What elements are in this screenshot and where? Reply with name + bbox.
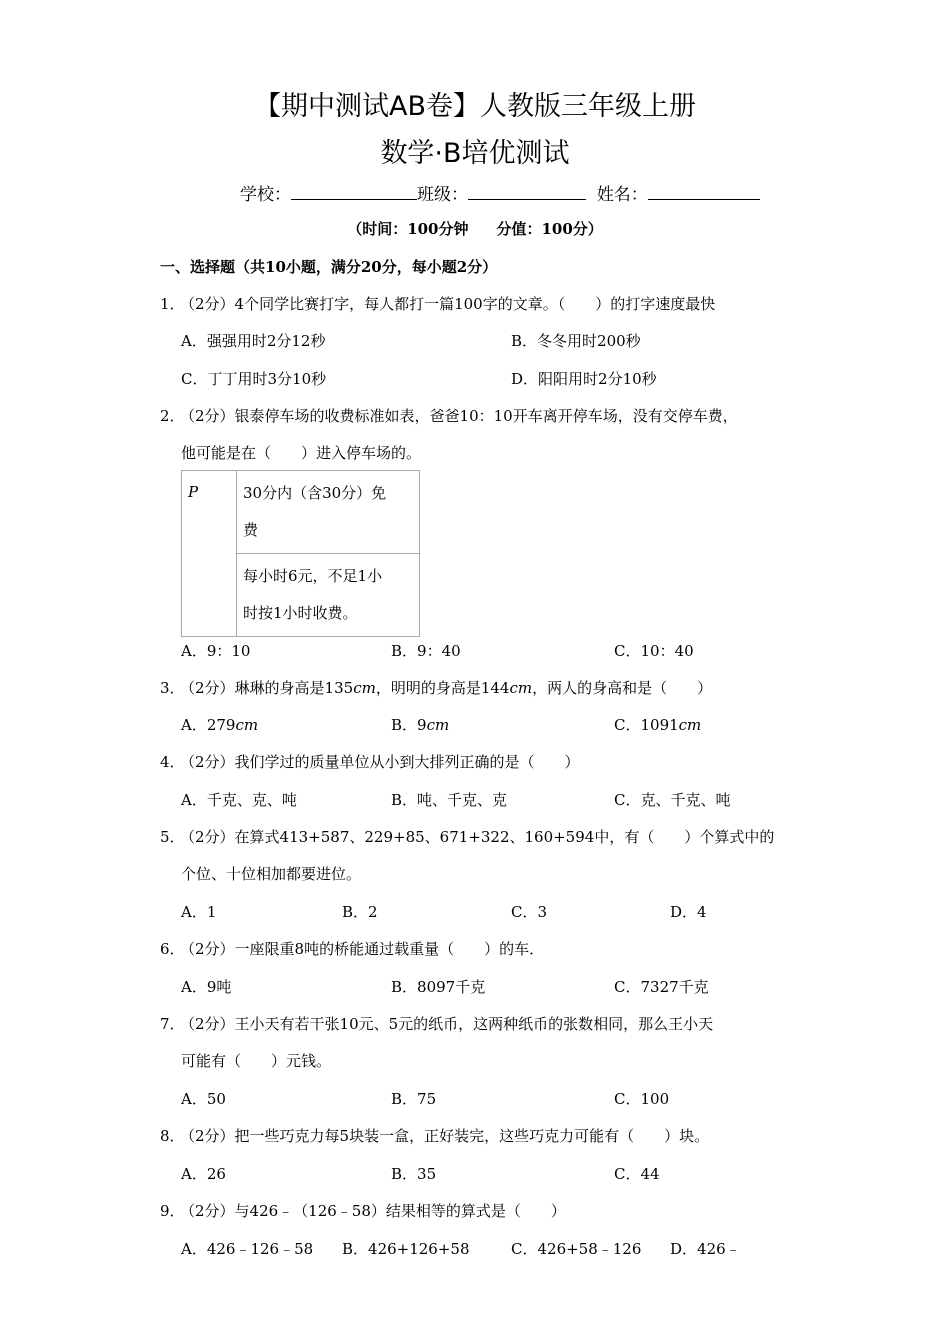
question-text: （2分）在算式413+587、229+85、671+322、160+594中，有（ ）个算式中的 [180,828,775,846]
fee-rule-line: 费 [243,521,259,539]
parking-fee-table [181,470,420,637]
fee-rule-hourly [237,554,420,637]
section-heading: 一、选择题（共10小题，满分20分，每小题2分） [160,258,498,276]
option-b [391,714,449,735]
question-text: （2分）王小天有若干张10元、5元的纸币，这两种纸币的张数相同，那么王小天 [180,1015,714,1033]
fee-rule-line: 时按1小时收费。 [243,604,358,622]
option-c: C．44 [614,1165,660,1183]
option-a: A．强强用时2分12秒 [181,332,326,350]
question-8 [160,1125,709,1146]
question-number: 3． [160,679,185,697]
option-value: B．9 [391,716,427,734]
question-number: 6． [160,940,185,958]
question-number: 2． [160,407,185,425]
question-text: （2分）把一些巧克力每5块装一盒，正好装完，这些巧克力可能有（ ）块。 [180,1127,710,1145]
option-c: C．克、千克、吨 [614,791,731,809]
option-c: C．10：40 [614,642,694,660]
option-a: A．26 [181,1165,226,1183]
option-a: A．9吨 [181,978,232,996]
exam-meta [0,218,950,239]
option-b: B．75 [391,1090,437,1108]
question-text-continued: 可能有（ ）元钱。 [181,1052,332,1070]
question-number: 7． [160,1015,185,1033]
question-text: （2分）一座限重8吨的桥能通过载重量（ ）的车． [180,940,545,958]
question-5 [160,826,774,847]
question-number: 4． [160,753,185,771]
student-info [240,180,760,205]
option-a: A．1 [181,903,217,921]
option-a [181,714,258,735]
option-b: B．426+126+58 [342,1240,470,1258]
title-line-1: 【期中测试AB卷】人教版三年级上册 [254,91,696,122]
option-c: C．100 [614,1090,670,1108]
fee-rule-free [237,471,420,554]
option-b: B．吨、千克、克 [391,791,508,809]
question-text: ，明明的身高是144 [375,679,510,697]
question-number: 9． [160,1202,185,1220]
option-value: A．279 [181,716,236,734]
option-c: C．426+58﹣126 [511,1240,642,1258]
unit-cm: cm [353,679,376,697]
option-a: A．9：10 [181,642,251,660]
question-text-continued: 个位、十位相加都要进位。 [181,865,362,883]
question-2 [160,405,738,426]
exam-score: 分值：100分） [496,220,603,238]
fee-rule-line: 每小时6元，不足1小 [243,567,383,585]
question-1 [160,293,715,314]
class-label: 班级： [417,185,468,205]
question-text: （2分）银泰停车场的收费标准如表，爸爸10：10开车离开停车场，没有交停车费， [180,407,738,425]
option-b: B．35 [391,1165,437,1183]
question-text: （2分）琳琳的身高是135 [180,679,354,697]
unit-cm: cm [426,716,450,734]
question-number: 1． [160,295,185,313]
option-a: A．426﹣126﹣58 [181,1240,314,1258]
option-value: C．1091 [614,716,679,734]
question-text: ，两人的身高和是（ ） [532,679,713,697]
option-c [614,714,701,735]
question-number: 5． [160,828,185,846]
question-text: （2分）4个同学比赛打字，每人都打一篇100字的文章。（ ）的打字速度最快 [180,295,716,313]
parking-sign-cell: P [182,471,237,637]
option-b: B．冬冬用时200秒 [511,332,641,350]
name-label: 姓名： [596,185,648,205]
option-c: C．丁丁用时3分10秒 [181,370,327,388]
option-a: A．千克、克、吨 [181,791,297,809]
school-label: 学校： [240,185,291,205]
option-a: A．50 [181,1090,226,1108]
question-4 [160,751,580,772]
title-line-2: 数学·B培优测试 [380,138,570,169]
unit-cm: cm [235,716,259,734]
option-b: B．9：40 [391,642,461,660]
option-b: B．8097千克 [391,978,486,996]
class-blank [468,181,586,200]
school-blank [291,181,417,200]
unit-cm: cm [509,679,533,697]
fee-rule-line: 30分内（含30分）免 [243,484,387,502]
option-b: B．2 [342,903,378,921]
unit-cm: cm [678,716,702,734]
option-c: C．3 [511,903,548,921]
exam-time: （时间：100分钟 [347,220,469,238]
question-9 [160,1200,566,1221]
option-d: D．阳阳用时2分10秒 [511,370,657,388]
question-text: （2分）我们学过的质量单位从小到大排列正确的是（ ） [180,753,580,771]
option-d: D．426﹣ [670,1240,741,1258]
question-3 [160,677,712,698]
option-d: D．4 [670,903,707,921]
question-7 [160,1013,713,1034]
question-6 [160,938,544,959]
option-c: C．7327千克 [614,978,709,996]
question-text: （2分）与426﹣（126﹣58）结果相等的算式是（ ） [180,1202,566,1220]
question-text-continued: 他可能是在（ ）进入停车场的。 [181,444,422,462]
question-number: 8． [160,1127,185,1145]
name-blank [648,181,760,200]
